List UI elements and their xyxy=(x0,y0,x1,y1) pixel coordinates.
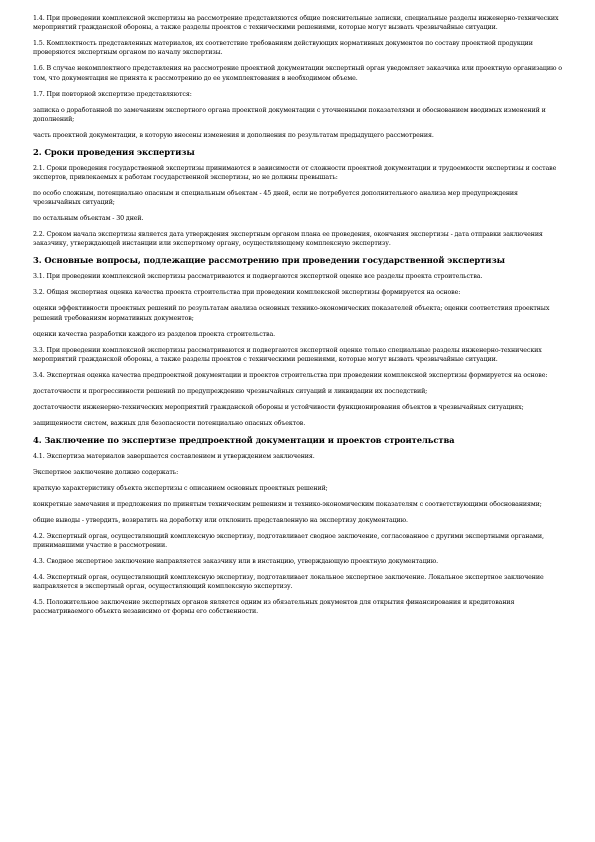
paragraph-4-4: 4.4. Экспертный орган, осуществляющий комплексную экспертизу, подготавливает локальное экспертное заключение. Локальное экспертное заключение направляется в экспертный орган, осуществляющий комплексную экспертизу. xyxy=(33,574,544,591)
paragraph-3-1: 3.1. При проведении комплексной экспертизы рассматриваются и подвергаются экспертной оценке все разделы проекта строительства. xyxy=(33,273,483,281)
paragraph-2-2: 2.2. Сроком начала экспертизы является дата утверждения экспертным органом плана ее проведения, окончания экспертизы - дата отправки заключения заказчику, утверждающей инстанции или экспертному органу, осуществляющему комплексную экспертизу. xyxy=(33,231,543,248)
paragraph-item: часть проектной документации, в которую внесены изменения и дополнения по результатам предыдущего рассмотрения. xyxy=(33,131,434,139)
section-1-continued xyxy=(33,14,565,140)
paragraph-item: записка о доработанной по замечаниям экспертного органа проектной документации с уточненными показателями и обоснованием вводимых изменений и дополнений; xyxy=(33,106,546,123)
paragraph-3-4: 3.4. Экспертная оценка качества предпроектной документации и проектов строительства при проведении комплексной экспертизы формируется на основе: xyxy=(33,371,548,379)
section-4 xyxy=(33,435,565,617)
section-heading-4: 4. Заключение по экспертизе предпроектной документации и проектов строительства xyxy=(33,434,455,445)
paragraph-item: защищенности систем, важных для безопасности потенциально опасных объектов. xyxy=(33,419,306,427)
paragraph-4-5: 4.5. Положительное заключение экспертных органов является одним из обязательных документов для открытия финансирования и кредитования рассматриваемого объекта независимо от формы его собственности. xyxy=(33,599,515,616)
paragraph-2-1: 2.1. Сроки проведения государственной экспертизы принимаются в зависимости от сложности проектной документации и трудоемкости экспертизы и составе экспертов, привлекаемых к работам государственной экспертизы, но не должны превышать: xyxy=(33,164,557,182)
paragraph-item: конкретные замечания и предложения по принятым техническим решениям и технико-экономическим показателям с соответствующими обоснованиями; xyxy=(33,500,542,508)
section-3 xyxy=(33,255,565,428)
paragraph-item: по остальным объектам - 30 дней. xyxy=(33,215,144,223)
section-heading-2: 2. Сроки проведения экспертизы xyxy=(33,146,195,157)
paragraph-3-2: 3.2. Общая экспертная оценка качества проекта строительства при проведении комплексной экспертизы формируется на основе: xyxy=(33,289,461,297)
document-page xyxy=(33,14,565,623)
paragraph-1-6: 1.6. В случае некомплектного представления на рассмотрение проектной документации экспертный орган уведомляет заказчика или проектную организацию о том, что документация не принята к рассмотрению до ее укомплектования в необходимом объеме. xyxy=(33,65,562,82)
paragraph-4-2: 4.2. Экспертный орган, осуществляющий комплексную экспертизу, подготавливает сводное заключение, согласованное с другими экспертными органами, принимавшими участие в рассмотрении. xyxy=(33,532,544,550)
paragraph-1-7: 1.7. При повторной экспертизе представляются: xyxy=(33,90,192,98)
paragraph-item: достаточности инженерно-технических мероприятий гражданской обороны и устойчивости функционирования объектов в чрезвычайных ситуациях; xyxy=(33,403,524,411)
paragraph-1-5: 1.5. Комплектность представленных материалов, их соответствие требованиям действующих нормативных документов по составу проектной продукции проверяются экспертным органом по началу экспертизы. xyxy=(33,40,533,57)
paragraph-item: по особо сложным, потенциально опасным и специальным объектам - 45 дней, если не потребуется дополнительного анализа мер предупреждения чрезвычайных ситуаций; xyxy=(33,190,518,207)
paragraph-item: Экспертное заключение должно содержать: xyxy=(33,468,179,476)
paragraph-4-3: 4.3. Сводное экспертное заключение направляется заказчику или в инстанцию, утверждающую проектную документацию. xyxy=(33,558,439,566)
paragraph-4-1: 4.1. Экспертиза материалов завершается составлением и утверждением заключения. xyxy=(33,452,315,460)
section-heading-3: 3. Основные вопросы, подлежащие рассмотрению при проведении государственной экспертизы xyxy=(33,255,505,266)
paragraph-item: достаточности и прогрессивности решений по предупреждению чрезвычайных ситуаций и ликвидации их последствий; xyxy=(33,387,428,395)
section-2 xyxy=(33,147,565,249)
paragraph-3-3: 3.3. При проведении комплексной экспертизы рассматриваются и подвергаются экспертной оценке только специальные разделы инженерно-технических мероприятий гражданской обороны, а также разделы проектов с техническими решениями, которые могут вызвать чрезвычайные ситуации. xyxy=(33,346,542,363)
paragraph-item: общие выводы - утвердить, возвратить на доработку или отклонить представленную на экспертизу документацию. xyxy=(33,516,408,524)
paragraph-1-4: 1.4. При проведении комплексной экспертизы на рассмотрение представляются общие пояснительные записки, специальные разделы инженерно-технических мероприятий гражданской обороны, а также разделы проектов с техническими решениями, которые могут вызвать чрезвычайные ситуации. xyxy=(33,15,559,32)
paragraph-item: оценки эффективности проектных решений по результатам анализа основных технико-экономических показателей объекта; оценки соответствия проектных решений требованиям нормативных документов; xyxy=(33,305,550,322)
paragraph-item: краткую характеристику объекта экспертизы с описанием основных проектных решений; xyxy=(33,484,328,492)
paragraph-item: оценки качества разработки каждого из разделов проекта строительства. xyxy=(33,330,276,338)
